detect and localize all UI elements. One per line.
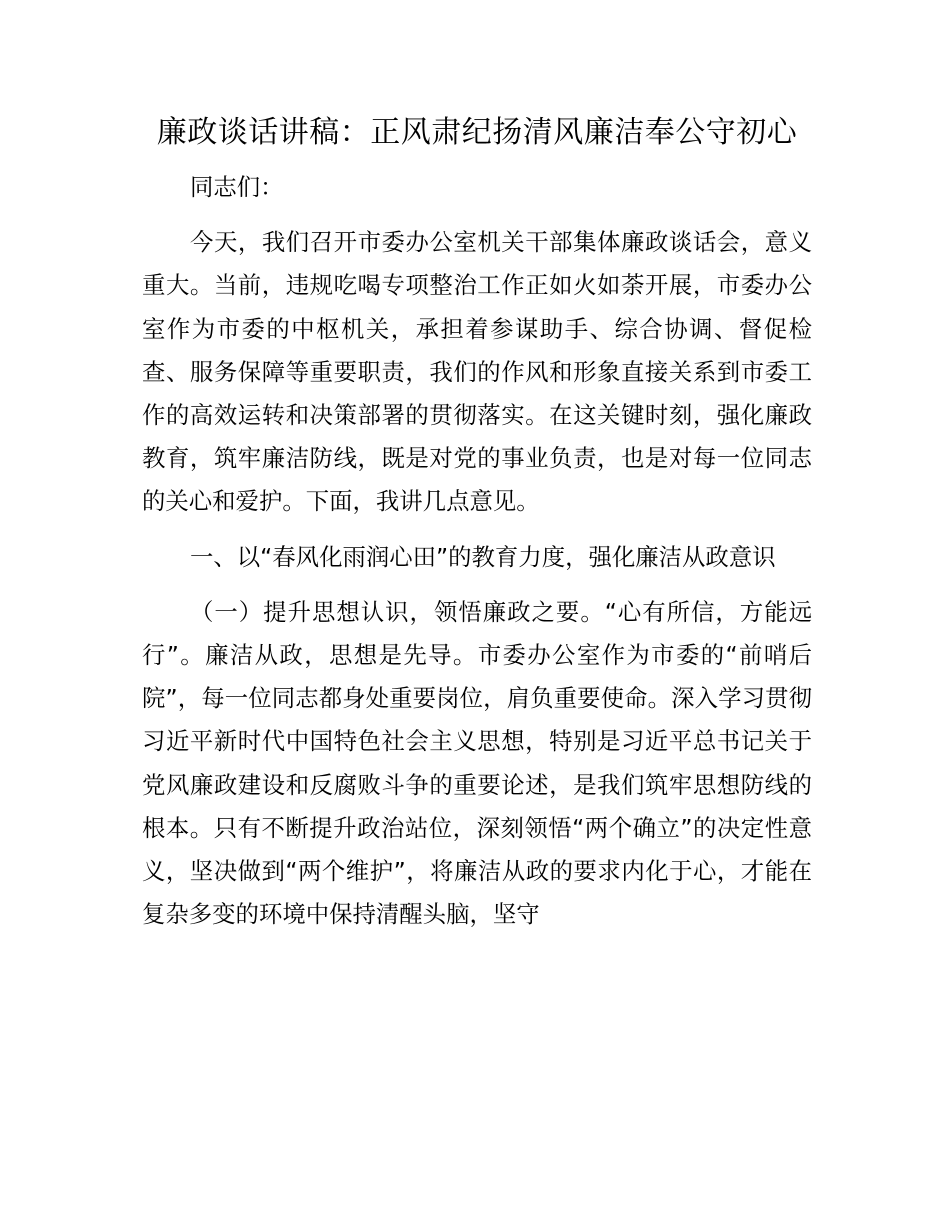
document-title: 廉政谈话讲稿：正风肃纪扬清风廉洁奉公守初心 [156, 115, 798, 150]
section-heading: 一、以“春风化雨润心田”的教育力度，强化廉洁从政意识 [190, 542, 776, 571]
document-page [142, 110, 812, 936]
subsection-paragraph: （一）提升思想认识，领悟廉政之要。“心有所信，方能远行”。廉洁从政，思想是先导。市委办公室作为市委的“前哨后院”，每一位同志都身处重要岗位，肩负重要使命。深入学习贯彻习近平新时代中国特色社会主义思想，特别是习近平总书记关于党风廉政建设和反腐败斗争的重要论述，是我们筑牢思想防线的根本。只有不断提升政治站位，深刻领悟“两个确立”的决定性意义，坚决做到“两个维护”，将廉洁从政的要求内化于心，才能在复杂多变的环境中保持清醒头脑，坚守 [142, 597, 812, 929]
intro-paragraph: 今天，我们召开市委办公室机关干部集体廉政谈话会，意义重大。当前，违规吃喝专项整治工作正如火如荼开展，市委办公室作为市委的中枢机关，承担着参谋助手、综合协调、督促检查、服务保障等重要职责，我们的作风和形象直接关系到市委工作的高效运转和决策部署的贯彻落实。在这关键时刻，强化廉政教育，筑牢廉洁防线，既是对党的事业负责，也是对每一位同志的关心和爱护。下面，我讲几点意见。 [142, 228, 812, 516]
salutation: 同志们： [190, 173, 284, 201]
